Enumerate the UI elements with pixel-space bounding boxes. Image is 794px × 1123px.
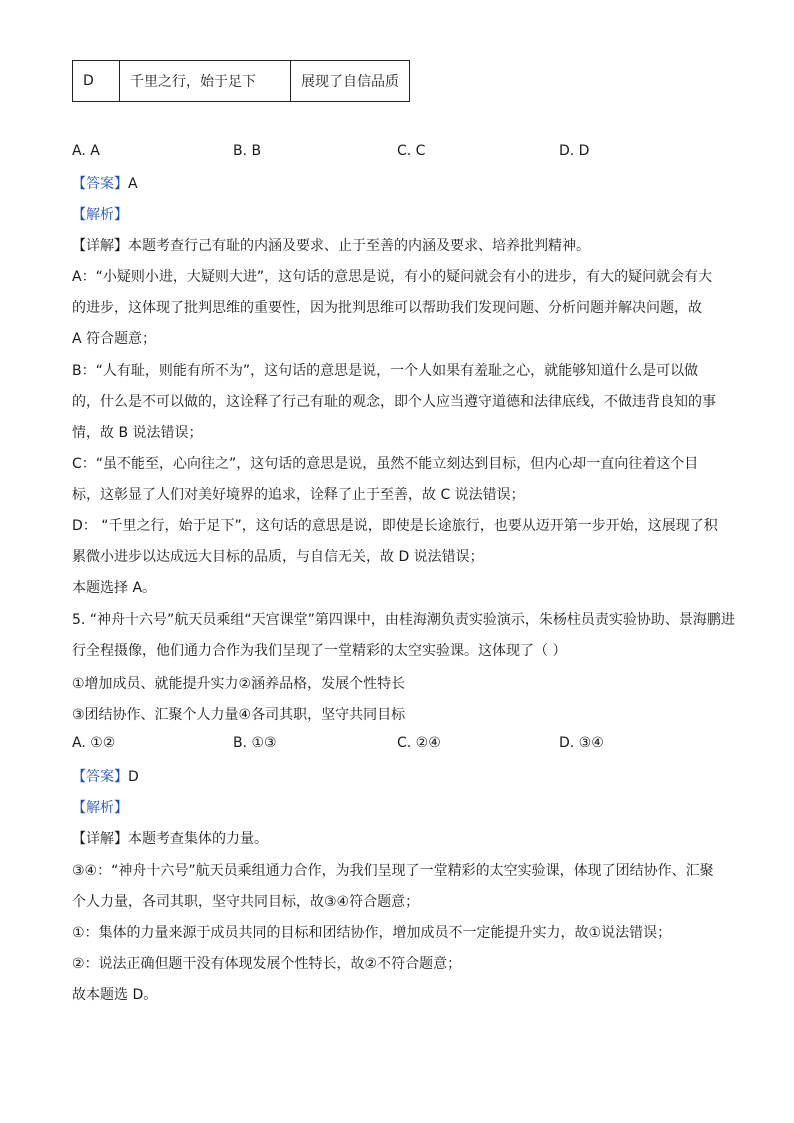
q5-stem-line: 行全程摄像，他们通力合作为我们呈现了一堂精彩的太空实验课。这体现了（ ） [72,643,567,659]
q5-option-line: ③团结协作、汇聚个人力量④各司其职，坚守共同目标 [72,707,406,723]
q4-text-line: 本题选择 A。 [72,580,157,596]
q5-text-line: 故本题选 D。 [72,987,158,1003]
q4-text-line: A：“小疑则小进，大疑则大进”，这句话的意思是说，有小的疑问就会有小的进步，有大的疑问就会有大 [72,269,713,285]
q5-detail-line: 【详解】本题考查集体的力量。 [72,831,268,847]
q4-text-line: 的，什么是不可以做的，这诠释了行己有耻的观念，即个人应当遵守道德和法律底线，不做违背良知的事 [72,394,716,410]
answer-value: A [128,176,138,192]
detail-tag: 【详解】 [72,238,128,254]
q5-text-line: ②：说法正确但题干没有体现发展个性特长，故②不符合题意； [72,956,462,972]
q5-choice-a: A. ①② [72,735,116,751]
q5-text-line: ③④：“神舟十六号”航天员乘组通力合作，为我们呈现了一堂精彩的太空实验课，体现了团结协作、汇聚 [72,863,714,879]
answer-tag: 【答案】 [72,176,128,192]
q5-stem-line: 5. “神舟十六号”航天员乘组“天宫课堂”第四课中，由桂海潮负责实验演示，朱杨柱员责实验协助、景海鹏进 [72,612,735,628]
q4-text-line: 的进步，这体现了批判思维的重要性，因为批判思维可以帮助我们发现问题、分析问题并解决问题，故 [72,300,702,316]
q5-choice-b: B. ①③ [233,735,277,751]
q4-answer [72,173,732,193]
q5-choice-c: C. ②④ [397,735,441,751]
q4-choice-b: B. B [233,143,262,159]
q4-text-line: C：“虽不能至，心向往之”，这句话的意思是说，虽然不能立刻达到目标，但内心却一直向往着这个目 [72,456,699,472]
q5-text-line: ①：集体的力量来源于成员共同的目标和团结协作，增加成员不一定能提升实力，故①说法错误； [72,925,672,941]
answer-tag: 【答案】 [72,769,128,785]
meaning-cell: 展现了自信品质 [291,61,410,102]
options-table [72,60,410,102]
q4-choice-c: C. C [397,143,426,159]
q5-answer [72,766,732,786]
q4-analysis-tag: 【解析】 [72,207,128,223]
q4-text-line: B：“人有耻，则能有所不为”，这句话的意思是说，一个人如果有羞耻之心，就能够知道什么是可以做 [72,363,699,379]
quote-cell: 千里之行，始于足下 [120,61,291,102]
q5-choice-d: D. ③④ [559,735,604,751]
q5-text-line: 个人力量，各司其职，坚守共同目标，故③④符合题意； [72,894,420,910]
q4-text-line: 情，故 B 说法错误； [72,425,203,441]
answer-value: D [128,769,139,785]
q4-text-line: 标，这彰显了人们对美好境界的追求，诠释了止于至善，故 C 说法错误； [72,487,525,503]
table-row [73,61,410,102]
detail-tag: 【详解】 [72,831,128,847]
q4-text-line: A 符合题意； [72,331,157,347]
q5-analysis-tag: 【解析】 [72,800,128,816]
q4-detail-line: 【详解】本题考查行己有耻的内涵及要求、止于至善的内涵及要求、培养批判精神。 [72,238,590,254]
option-letter-cell: D [73,61,120,102]
q4-choice-a: A. A [72,143,100,159]
q4-choice-d: D. D [559,143,590,159]
q4-text-line: 累微小进步以达成远大目标的品质，与自信无关，故 D 说法错误； [72,549,484,565]
q5-option-line: ①增加成员、就能提升实力②涵养品格，发展个性特长 [72,676,406,692]
q4-text-line: D： “千里之行，始于足下”，这句话的意思是说，即使是长途旅行，也要从迈开第一步开始，这展现了积 [72,518,718,534]
